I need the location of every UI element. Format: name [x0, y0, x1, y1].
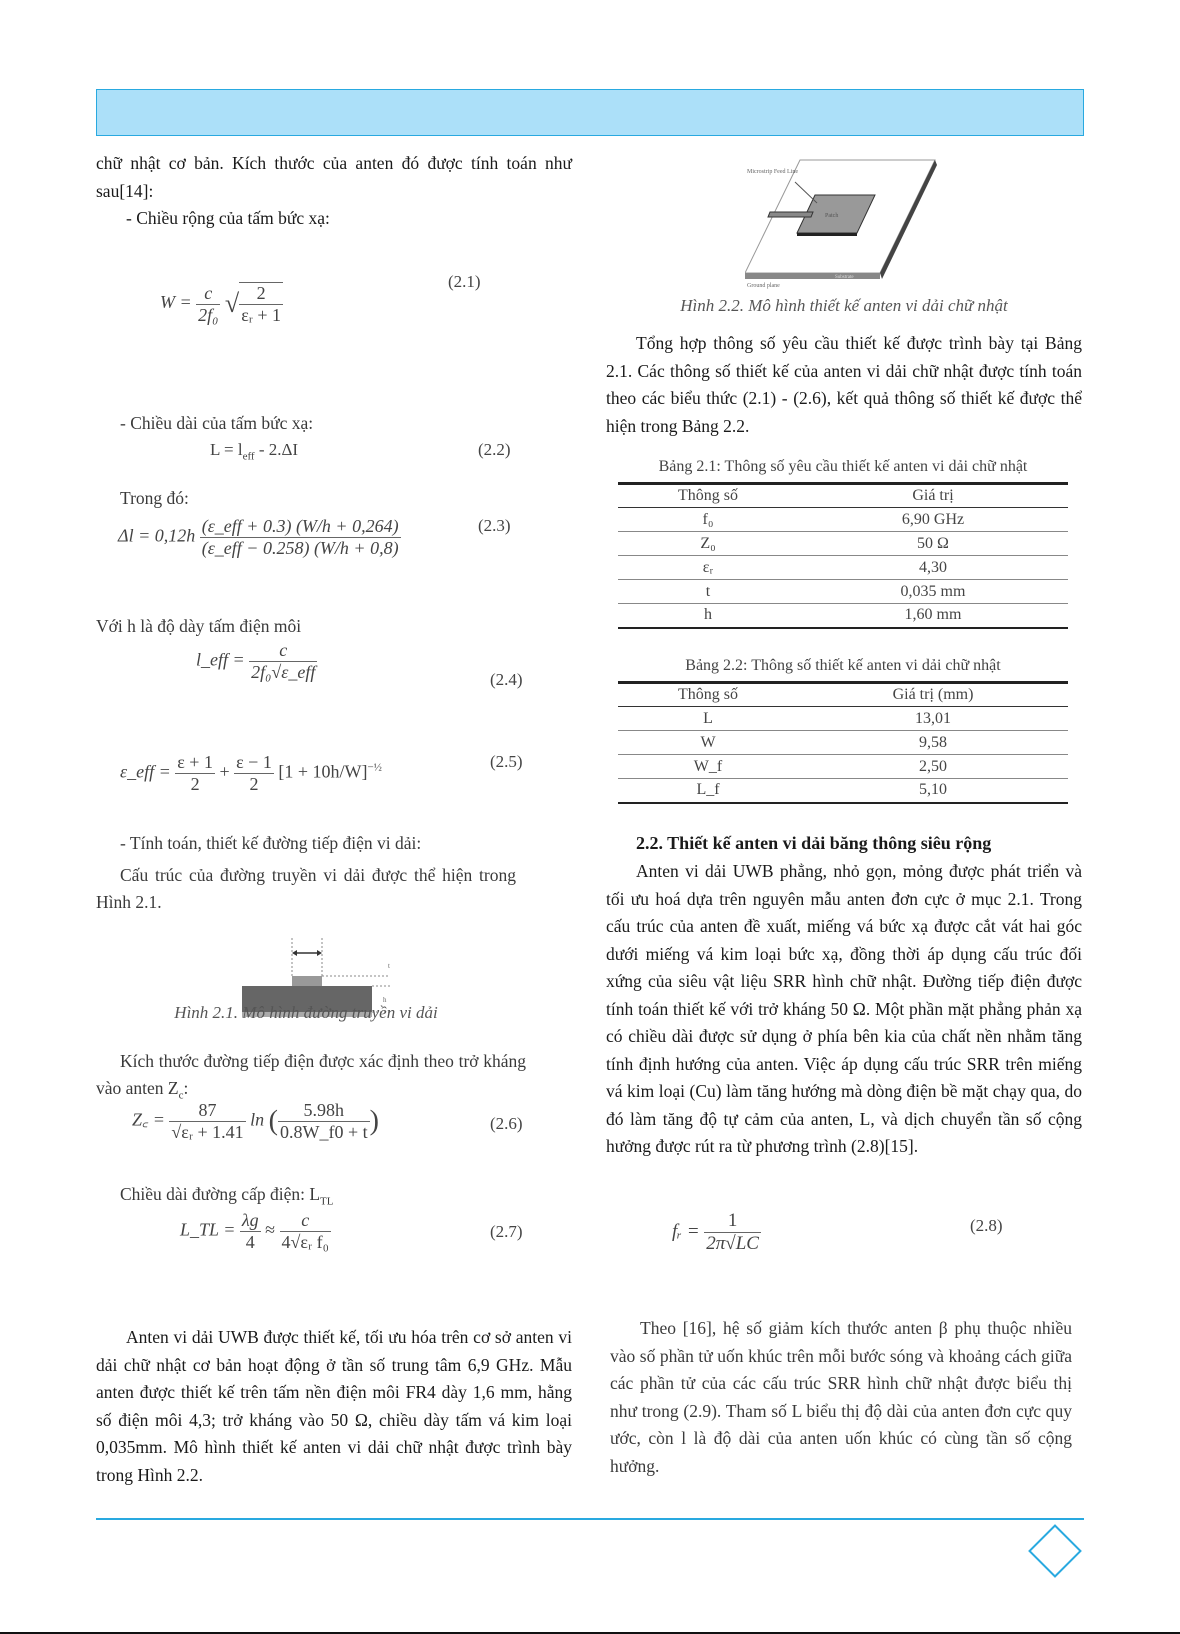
table-2-2: [618, 681, 1068, 804]
feed-text: Cấu trúc của đường truyền vi dải được thể hiện trong Hình 2.1.: [96, 865, 516, 912]
equation-number-2-3: (2.3): [478, 516, 511, 535]
table-2-2-caption: Bảng 2.2: Thông số thiết kế anten vi dải chữ nhật: [685, 657, 1001, 674]
figure-2-1-caption: Hình 2.1. Mô hình đường truyền vi dải: [174, 1003, 438, 1022]
svg-text:Patch: Patch: [825, 213, 839, 219]
table-row: f₀ 6,90 GHz: [618, 508, 1068, 532]
h-description: Với h là độ dày tấm điện môi: [96, 616, 302, 636]
equation-number-2-2: (2.2): [478, 440, 511, 459]
length-label: - Chiều dài của tấm bức xạ:: [120, 413, 314, 433]
footer-divider: [96, 1518, 1084, 1520]
equation-2-4: l_eff = $\frac{c}{\text{2f₀√ε\_eff}}$: [196, 640, 316, 682]
equation-number-2-4: (2.4): [490, 670, 523, 689]
equation-number-2-8: (2.8): [970, 1216, 1003, 1235]
page-diamond-icon: [1028, 1524, 1082, 1578]
svg-text:h: h: [383, 996, 387, 1004]
final-paragraph: Theo [16], hệ số giảm kích thước anten β phụ thuộc nhiều vào số phần tử uốn khúc trên mỗi bước sóng và khoảng cách giữa các phần tử của các cấu trúc SRR hình chữ nhật được biểu thị như trong (2.9). Tham số L biểu thị độ dài của anten đơn cực quy ước, còn l là độ dài của anten uốn khúc có cùng tần số cộng hưởng.: [610, 1318, 1072, 1476]
left-column: [96, 150, 572, 233]
equation-2-6: Z꜀ = $\frac{87}{\text{√εᵣ + 1.41}}$ ln ( $\frac{5.98h}{0.8W\_f0 + t}$ ): [132, 1100, 379, 1142]
impedance-text: Kích thước đường tiếp điện được xác định theo trở kháng vào anten $Z_c$:: [96, 1051, 526, 1102]
table-row: t 0,035 mm: [618, 580, 1068, 604]
equation-2-1: W = $\frac{c}{\text{2f₀}}$ √ $\frac{2}{\text{εᵣ + 1}}$: [160, 282, 282, 325]
table-row: L_f 5,10: [618, 779, 1068, 803]
table-row: εᵣ 4,30: [618, 556, 1068, 580]
where-label: Trong đó:: [120, 488, 189, 508]
header-band: [96, 89, 1084, 136]
section-paragraph: Anten vi dải UWB phẳng, nhỏ gọn, mỏng được phát triển và tối ưu hoá dựa trên nguyên mẫu anten đơn cực ở mục 2.1. Trong cấu trúc của anten đề xuất, miếng vá bức xạ được cắt vát hai góc dưới miếng vá kim loại bức xạ, đồng thời áp dụng cấu trúc đối xứng của siêu vật liệu SRR hình chữ nhật. Đường tiếp điện được tính toán thiết kế với trở kháng 50 Ω. Một phần mặt phẳng phản xạ có chiều dài được sử dụng ở phía bên kia của chất nền nhằm tăng tính định hướng của anten. Việc áp dụng cấu trúc SRR trên miếng vá kim loại (Cu) làm tăng hướng mà dòng điện bề mặt chạy qua, do đó làm tăng độ tự cảm của anten, L, và dịch chuyển tần số cộng hưởng được rút ra từ phương trình (2.8)[15].: [606, 861, 1082, 1156]
summary-paragraph: Tổng hợp thông số yêu cầu thiết kế được trình bày tại Bảng 2.1. Các thông số thiết kế của anten vi dải chữ nhật được tính toán theo các biểu thức (2.1) - (2.6), kết quả thông số thiết kế được thể hiện trong Bảng 2.2.: [606, 333, 1082, 436]
table-row: h 1,60 mm: [618, 604, 1068, 628]
table-row: W 9,58: [618, 731, 1068, 755]
feedline-label: Chiều dài đường cấp điện: $L_{TL}$: [120, 1184, 334, 1208]
equation-2-8: fᵣ = $\frac{1}{2\pi√LC}$: [672, 1210, 759, 1254]
equation-number-2-1: (2.1): [448, 272, 481, 291]
table-row: Z₀ 50 Ω: [618, 532, 1068, 556]
feed-label: - Tính toán, thiết kế đường tiếp điện vi dải:: [120, 833, 422, 853]
svg-text:Microstrip Feed Line: Microstrip Feed Line: [747, 169, 798, 175]
svg-text:Substrate: Substrate: [835, 275, 854, 280]
equation-number-2-6: (2.6): [490, 1114, 523, 1133]
antenna-model-icon: [745, 155, 945, 290]
equation-number-2-7: (2.7): [490, 1222, 523, 1241]
table-2-1: [618, 482, 1068, 629]
equation-2-3: Δl = 0,12h $\frac{\text{(ε\_eff + 0.3) (W/h + 0,264)}}{\text{(ε\_eff − 0.258) (W/h + 0,8)}}$: [118, 516, 399, 558]
table-row: L 13,01: [618, 707, 1068, 731]
table-header-row: Thông số Giá trị (mm): [618, 683, 1068, 707]
equation-2-2: $L = l_{eff} - 2.\Delta I$: [210, 440, 299, 463]
svg-text:Ground plane: Ground plane: [747, 283, 780, 289]
equation-2-5: ε_eff = $\frac{\varepsilon + 1}{2}$ + $\frac{\varepsilon - 1}{2}$ $[1 + 10h/W]^{-\frac{1}{2}}$: [120, 752, 382, 794]
figure-2-2-caption: Hình 2.2. Mô hình thiết kế anten vi dải chữ nhật: [680, 296, 1008, 315]
closing-paragraph: Anten vi dải UWB được thiết kế, tối ưu hóa trên cơ sở anten vi dải chữ nhật cơ bản hoạt động ở tần số trung tâm 6,9 GHz. Mẫu anten được thiết kế trên tấm nền điện môi FR4 dày 1,6 mm, hằng số điện môi 4,3; trở kháng vào 50 Ω, chiều dày tấm vá kim loại 0,035mm. Mô hình thiết kế anten vi dải chữ nhật được trình bày trong Hình 2.2.: [96, 1327, 572, 1485]
table-2-1-caption: Bảng 2.1: Thông số yêu cầu thiết kế anten vi dải chữ nhật: [658, 458, 1028, 475]
width-label: - Chiều rộng của tấm bức xạ:: [126, 208, 330, 228]
equation-number-2-5: (2.5): [490, 752, 523, 771]
figure-2-2-antenna: [745, 155, 945, 290]
intro-paragraph: chữ nhật cơ bản. Kích thước của anten đó được tính toán như sau[14]:: [96, 153, 572, 201]
equation-2-7: L_TL = $\frac{\lambda g}{4}$ ≈ $\frac{c}{\text{4√εᵣ f₀}}$: [180, 1210, 329, 1252]
section-heading: 2.2. Thiết kế anten vi dải băng thông siêu rộng: [636, 833, 992, 853]
table-row: W_f 2,50: [618, 755, 1068, 779]
svg-text:t: t: [388, 962, 390, 970]
table-header-row: Thông số Giá trị: [618, 484, 1068, 508]
